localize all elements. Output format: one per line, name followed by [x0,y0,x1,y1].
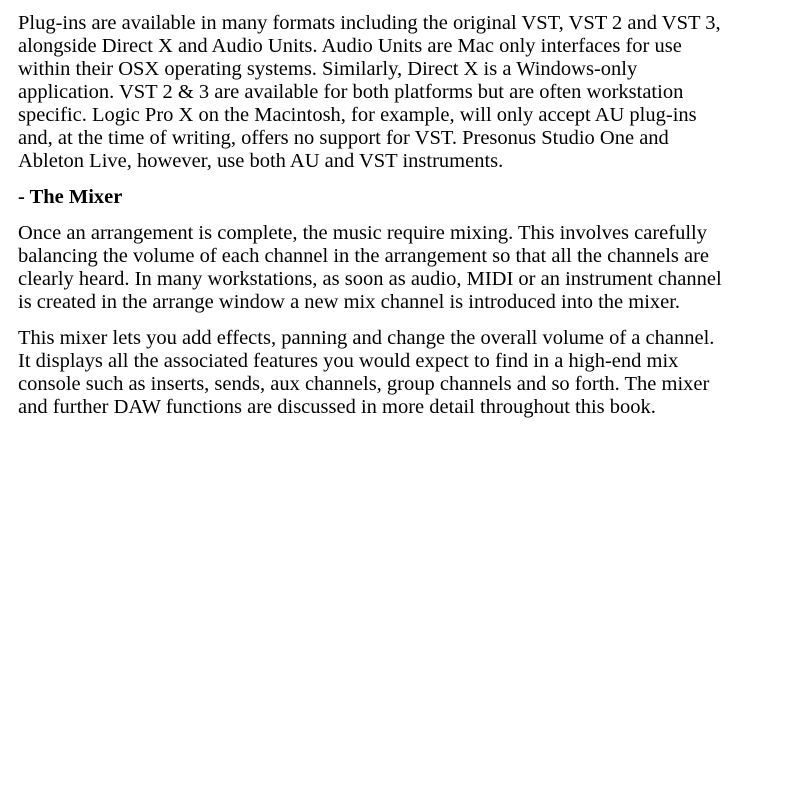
document-page [18,12,788,432]
section-heading-mixer: - The Mixer [18,186,123,208]
paragraph-mixing: Once an arrangement is complete, the music require mixing. This involves carefully balancing the volume of each channel in the arrangement so that all the channels are clearly heard. In many workstations, as soon as audio, MIDI or an instrument channel is created in the arrange window a new mix channel is introduced into the mixer. [18,222,722,313]
paragraph-mixer-features: This mixer lets you add effects, panning and change the overall volume of a channel. It displays all the associated features you would expect to find in a high-end mix console such as inserts, sends, aux channels, group channels and so forth. The mixer and further DAW functions are discussed in more detail throughout this book. [18,327,715,418]
paragraph-plugins: Plug-ins are available in many formats including the original VST, VST 2 and VST 3, alongside Direct X and Audio Units. Audio Units are Mac only interfaces for use within their OSX operating systems. Similarly, Direct X is a Windows-only application. VST 2 & 3 are available for both platforms but are often workstation specific. Logic Pro X on the Macintosh, for example, will only accept AU plug-ins and, at the time of writing, offers no support for VST. Presonus Studio One and Ableton Live, however, use both AU and VST instruments. [18,12,721,172]
